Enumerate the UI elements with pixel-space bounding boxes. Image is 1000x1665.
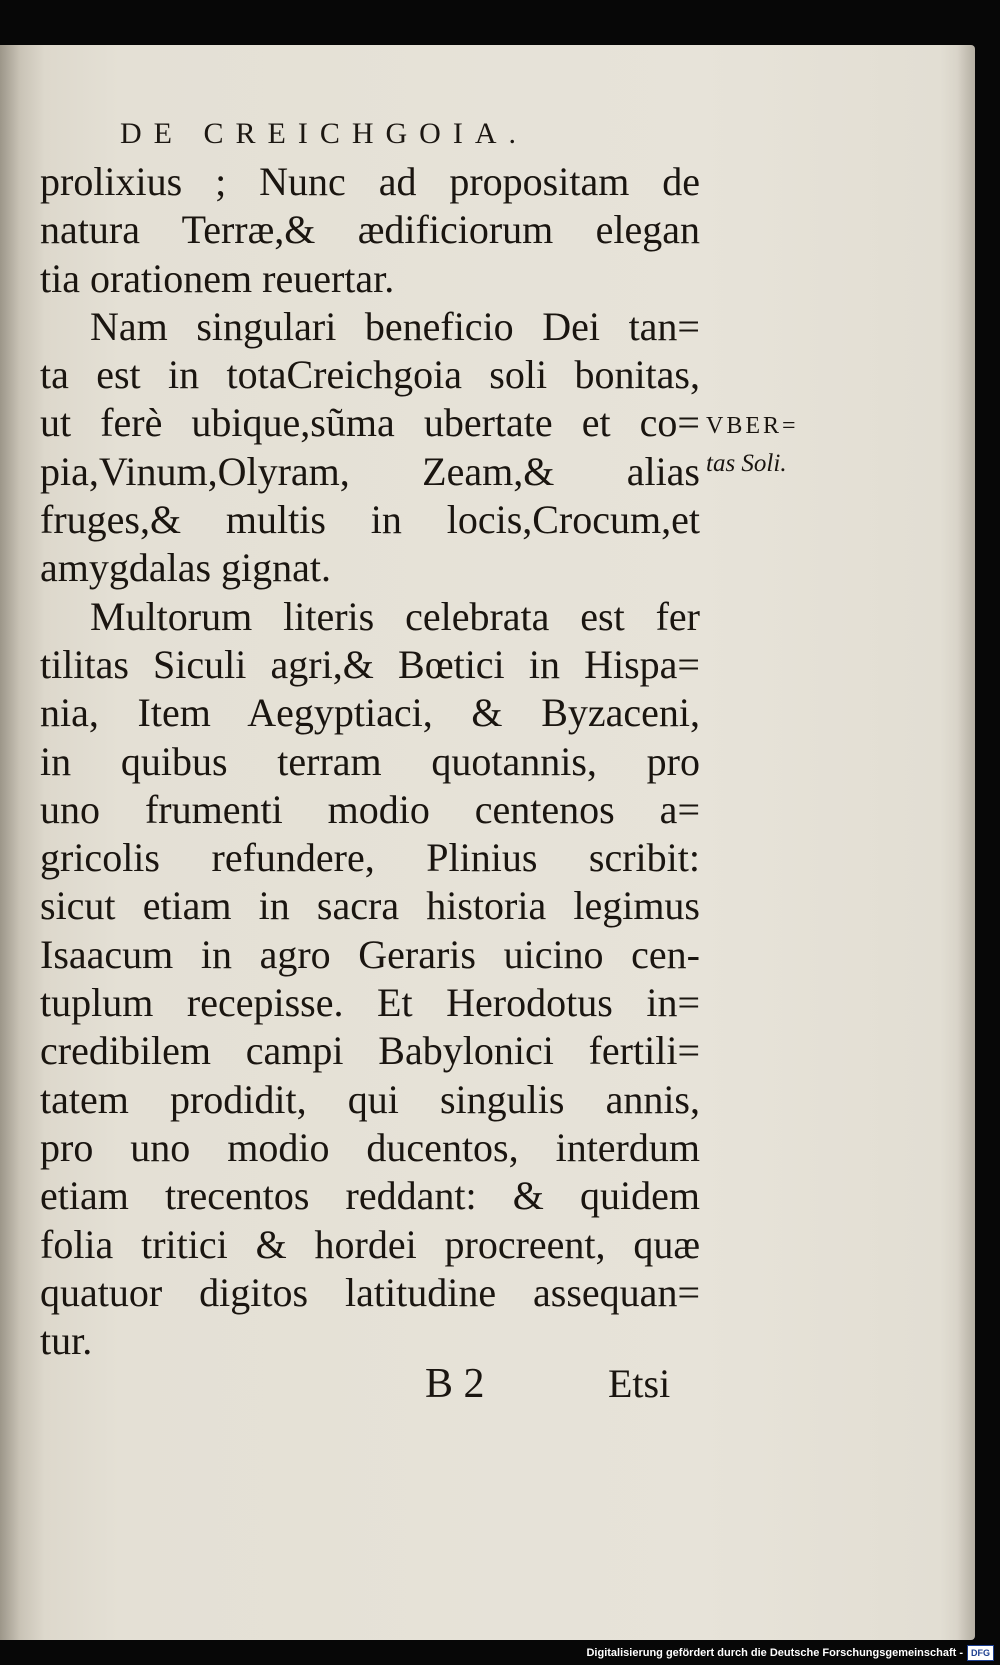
margin-note [706,407,799,483]
credit-text: Digitalisierung gefördert durch die Deutsche Forschungsgemeinschaft - [586,1647,963,1659]
book-page [0,45,975,1640]
text-line: uno frumenti modio centenos a= [40,786,700,832]
catchword: Etsi [608,1361,671,1406]
text-line: prolixius ; Nunc ad propositam de [40,159,700,204]
body-text [40,158,700,1365]
text-line: credibilem campi Babylonici fertili= [40,1028,700,1074]
text-line: Multorum literis celebrata est fer [90,593,700,639]
text-line: natura Terræ,& ædificiorum elegan [40,207,700,253]
text-line: Nam singulari beneficio Dei tan= [90,303,700,349]
margin-note-line: tas Soli. [706,450,787,477]
text-line: tur. [40,1318,93,1364]
text-line: tuplum recepisse. Et Herodotus in= [40,980,700,1026]
text-line: amygdalas gignat. [40,545,332,591]
signature-mark: B 2 [425,1361,485,1407]
dfg-logo: DFG [967,1645,994,1661]
text-line: fruges,& multis in locis,Crocum,et [40,497,700,543]
margin-note-line: VBER= [706,413,799,439]
text-line: etiam trecentos reddant: & quidem [40,1173,700,1219]
running-head: DE CREICHGOIA. [120,117,528,150]
text-line: gricolis refundere, Plinius scribit: [40,835,700,881]
text-line: tilitas Siculi agri,& Bœtici in Hispa= [40,641,700,687]
text-line: ta est in totaCreichgoia soli bonitas, [40,352,700,398]
text-line: tia orationem reuertar. [40,255,395,301]
text-line: tatem prodidit, qui singulis annis, [40,1076,700,1122]
text-line: nia, Item Aegyptiaci, & Byzaceni, [40,690,700,736]
digitization-credit [586,1643,994,1663]
text-line: pia,Vinum,Olyram, Zeam,& alias [40,448,700,494]
text-line: ut ferè ubique,sũma ubertate et co= [40,400,700,446]
text-line: pro uno modio ducentos, interdum [40,1124,700,1170]
text-line: in quibus terram quotannis, pro [40,738,700,784]
text-line: quatuor digitos latitudine assequan= [40,1269,700,1315]
text-line: Isaacum in agro Geraris uicino cen- [40,931,700,977]
text-line: folia tritici & hordei procreent, quæ [40,1221,700,1267]
text-line: sicut etiam in sacra historia legimus [40,883,700,929]
